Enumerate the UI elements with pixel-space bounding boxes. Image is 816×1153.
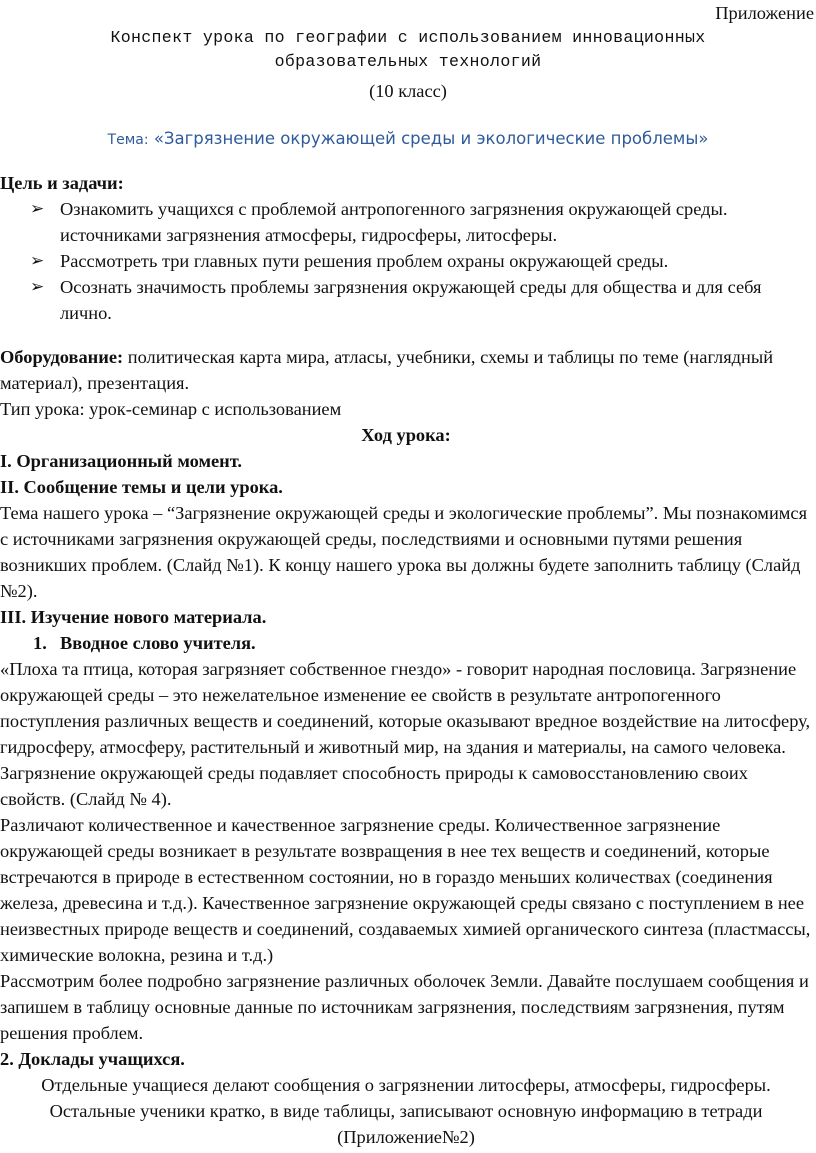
equipment-label: Оборудование:: [0, 347, 124, 367]
arrow-bullet-icon: ➢: [30, 277, 45, 297]
arrow-bullet-icon: ➢: [30, 199, 45, 219]
goals-list: [0, 196, 812, 326]
paragraph-2: Различают количественное и качественное загрязнение среды. Количественное загрязнение окружающей среды возникает в результате возвращения в нее тех веществ и соединений, которые встречаются в природе в естественном состоянии, но в гораздо меньших количествах (соединения железа, древесина и т.д.). Качественное загрязнение окружающей среды связано с поступлением в нее неизвестных природе веществ и соединений, создаваемых химией органического синтеза (пластмассы, химические волокна, резина и т.д.): [0, 815, 811, 965]
goal-text: Рассмотреть три главных пути решения проблем охраны окружающей среды.: [60, 251, 669, 271]
paragraph-1: «Плоха та птица, которая загрязняет собственное гнездо» - говорит народная пословица. Загрязнение окружающей среды – это нежелательное изменение ее свойств в результате антропогенного поступления различных веществ и соединений, которые оказывают вредное воздействие на литосферу, гидросферу, атмосферу, растительный и животный мир, на здания и материалы, на самого человека. Загрязнение окружающей среды подавляет способность природы к самовосстановлению своих свойств. (Слайд № 4).: [0, 659, 811, 809]
list-item: [0, 248, 812, 274]
list-item: [0, 196, 812, 248]
appendix-label: Приложение: [715, 3, 814, 23]
lesson-type-label: Тип урока:: [0, 399, 85, 419]
subsection-1-heading: [0, 630, 812, 656]
goal-text: Ознакомить учащихся с проблемой антропогенного загрязнения окружающей среды. источниками загрязнения атмосферы, гидросферы, литосферы.: [60, 199, 728, 245]
document-body: [0, 170, 812, 1150]
lesson-heading: Ход урока:: [361, 425, 451, 445]
grade-label: (10 класс): [369, 81, 447, 101]
section-2-text: Тема нашего урока – “Загрязнение окружающей среды и экологические проблемы”. Мы познакомимся с источниками загрязнения окружающей среды, последствиями и основными путями решения возникших проблем. (Слайд №1). К концу нашего урока вы должны будете заполнить таблицу (Слайд №2).: [0, 503, 808, 601]
subsection-1-title: Вводное слово учителя.: [60, 633, 256, 653]
goals-heading: Цель и задачи:: [0, 173, 124, 193]
list-item: [0, 274, 812, 326]
topic-label: Тема:: [107, 132, 149, 148]
title-line-1: Конспект урока по географии с использованием инновационных: [110, 28, 706, 47]
spacer: [0, 326, 812, 344]
document-title: [0, 26, 816, 74]
topic-text: «Загрязнение окружающей среды и экологические проблемы»: [153, 129, 709, 148]
paragraph-4: Отдельные учащиеся делают сообщения о загрязнении литосферы, атмосферы, гидросферы. Остальные ученики кратко, в виде таблицы, записывают основную информацию в тетради (Приложение№2): [41, 1075, 771, 1147]
paragraph-3: Рассмотрим более подробно загрязнение различных оболочек Земли. Давайте послушаем сообщения и запишем в таблицу основные данные по источникам загрязнения, последствиям загрязнения, путям решения проблем.: [0, 971, 809, 1043]
equipment-paragraph: [0, 344, 812, 396]
section-1-heading: I. Организационный момент.: [0, 451, 243, 471]
title-line-2: образовательных технологий: [274, 52, 542, 71]
section-2-heading: II. Сообщение темы и цели урока.: [0, 477, 283, 497]
lesson-type-paragraph: [0, 396, 812, 422]
topic-line: [0, 126, 816, 153]
lesson-type-text: урок-семинар с использованием: [84, 399, 342, 419]
equipment-text: политическая карта мира, атласы, учебники, схемы и таблицы по теме (наглядный материал), презентация.: [0, 347, 774, 393]
arrow-bullet-icon: ➢: [30, 251, 45, 271]
goal-text: Осознать значимость проблемы загрязнения окружающей среды для общества и для себя лично.: [60, 277, 762, 323]
section-3-heading: III. Изучение нового материала.: [0, 607, 267, 627]
subsection-1-number: 1.: [33, 633, 47, 653]
subsection-2-heading: 2. Доклады учащихся.: [0, 1049, 185, 1069]
